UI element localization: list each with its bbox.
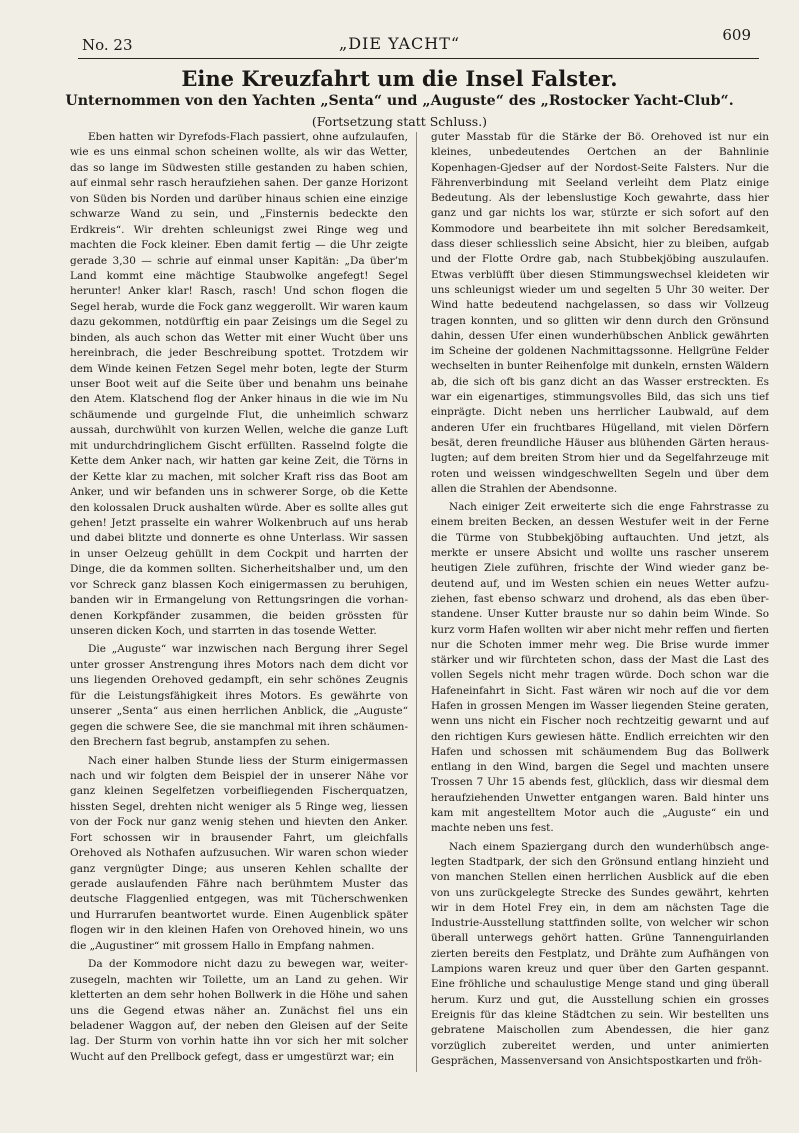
header-rule <box>78 58 759 59</box>
paragraph: Da der Kommodore nicht dazu zu bewegen war, weiterzusegeln, machten wir Toilette, um an Land zu gehen. Wir kletterten an dem sehr hohen Bollwerk in die Höhe und sahen uns die Gegend etwas näher an. Zunächst fiel uns ein beladener Waggon auf, der neben den Gleisen auf der Seite lag. Der Sturm von vorhin hatte ihn vor sich her mit solcher Wucht auf den Prellbock gefegt, dass er umgestürzt war; ein <box>70 958 408 1063</box>
issue-number: No. 23 <box>82 36 133 54</box>
right-column <box>431 130 769 1075</box>
paragraph: Eben hatten wir Dyrefods-Flach passiert, ohne aufzulaufen, wie es uns einmal schon scheinen wollte, als wir das Wetter, das so lange im Südwesten stille gestanden zu haben schien, auf einmal sehr rasch heraufziehen sahen. Der ganze Horizont von Süden bis Norden und darüber hinaus schien eine einzige schwarze Wand zu sein, und „Finsternis bedeckte den Erdkreis“. Wir drehten schleunigst zwei Ringe weg und machten die Fock kleiner. Eben damit fertig — die Uhr zeigte gerade 3,30 — schrie auf einmal unser Kapitän: „Da über’m Land kommt eine mächtige Staubwolke angefegt! Segel herunter! Anker klar! Rasch, rasch! Und schon flogen die Segel herab, wurde die Fock ganz weggerollt. Wir waren kaum dazu gekommen, notdürftig ein paar Zeisings um die Segel zu binden, als auch schon das Wetter mit einer Wucht über uns hereinbrach, die jeder Beschreibung spottet. Trotzdem wir dem Winde keinen Fetzen Segel mehr boten, legte der Sturm unser Boot weit auf die Seite über und benahm uns beinahe den Atem. Klatschend flog der Anker hinaus in die wie im Nu schäumende und gurgelnde Flut, die unheimlich schwarz aussah, durchwühlt von kurzen Wellen, welche die ganze Luft mit undurchdringlichem Gischt erfüllten. Rasselnd folgte die Kette dem Anker nach, wir hatten gar keine Zeit, die Törns in der Kette klar zu machen, mit solcher Kraft riss das Boot am Anker, und wir befanden uns in schwerer Sorge, ob die Kette den kolossalen Druck aushalten würde. Aber es sollte alles gut gehen! Jetzt prasselte ein wahrer Wolkenbruch auf uns herab und dabei blitzte und donnerte es ohne Unterlass. Wir sassen in unser Oelzeug gehüllt in dem Cockpit und harrten der Dinge, die da kommen sollten. Sicherheitshalber und, um den vor Schreck ganz blassen Koch einigermassen zu beruhigen, banden wir in Ermangelung von Rettungsringen die vorhandenen Korkpfänder zusammen, die beiden grössten für unseren dicken Koch, und starrten in das tosende Wetter. <box>70 131 408 637</box>
paragraph: Die „Auguste“ war inzwischen nach Bergung ihrer Segel unter grosser Anstrengung ihres Motors nach dem dicht vor uns liegenden Orehoved gedampft, ein sehr schönes Zeugnis für die Leistungsfähigkeit ihres Motors. Es gewährte von unserer „Senta“ aus einen herrlichen Anblick, die „Auguste“ gegen die schwere See, die sie manchmal mit ihren schäumenden Brechern fast begrub, anstampfen zu sehen. <box>70 643 408 749</box>
left-column <box>70 130 408 1075</box>
page-number: 609 <box>722 26 751 44</box>
journal-title: „DIE YACHT“ <box>338 34 461 53</box>
continuation-note: (Fortsetzung statt Schluss.) <box>311 114 488 129</box>
column-divider <box>416 132 417 1072</box>
article-title: Eine Kreuzfahrt um die Insel Falster. <box>181 66 618 91</box>
article-subtitle: Unternommen von den Yachten „Senta“ und „Auguste“ des „Rostocker Yacht-Club“. <box>65 93 734 109</box>
paragraph: Nach einem Spaziergang durch den wunderhübsch angelegten Stadtpark, der sich den Grönsund entlang hinzieht und von manchen Stellen einen herrlichen Ausblick auf die eben von uns zurückgelegte Strecke des Sundes gewährt, kehrten wir in dem Hotel Frey ein, in dem am nächsten Tage die Industrie-Ausstellung stattfinden sollte, von welcher wir schon überall unterwegs gehört hatten. Grüne Tannenguirlanden zierten bereits den Festplatz, und Drähte zum Aufhängen von Lampions waren kreuz und quer über den Garten gespannt. Eine fröhliche und schaulustige Menge stand und ging überall herum. Kurz und gut, die Ausstellung schien ein grosses Ereignis für das kleine Städtchen zu sein. Wir bestellten uns gebratene Maischollen zum Abendessen, die hier ganz vorzüglich zubereitet werden, und unter animierten Gesprächen, Massenversand von Ansichtspostkarten und fröh- <box>431 840 769 1067</box>
paragraph: Nach einer halben Stunde liess der Sturm einigermassen nach und wir folgten dem Beispiel der in unserer Nähe vor ganz kleinen Segelfetzen vorbeifliegenden Fischerquatzen, hissten Segel, drehten nicht weniger als 5 Ringe weg, liessen von der Fock nur ganz wenig stehen und hievten den Anker. Fort schossen wir in brausender Fahrt, um gleichfalls Orehoved als Nothafen aufzusuchen. Wir waren schon wieder ganz vergnügter Dinge; aus unseren Kehlen schallte der gerade auslaufenden Fähre nach berühmtem Muster das deutsche Flaggenlied entgegen, was mit Tücherschwenken und Hurrarufen beantwortet wurde. Einen Augenblick später flogen wir in den kleinen Hafen von Orehoved hinein, wo uns die „Augustiner“ mit grossem Hallo in Empfang nahmen. <box>70 754 408 952</box>
paragraph: guter Masstab für die Stärke der Bö. Orehoved ist nur ein kleines, unbedeutendes Oertchen an der Bahnlinie Kopenhagen-Gjedser auf der Nordost-Seite Falsters. Nur die Fährenverbindung mit Seeland verleiht dem Platz einige Bedeutung. Als der lebenslustige Koch gewahrte, dass hier ganz und gar nichts los war, stürzte er sich sofort auf den Kommodore und bearbeitete ihn mit solcher Beredsamkeit, dass dieser schliesslich seine Absicht, hier zu bleiben, aufgab und der Flotte Ordre gab, nach Stubbekjöbing auszulaufen. Etwas verblüfft über diesen Stimmungswechsel kleideten wir uns schleunigst wieder um und segelten 5 Uhr 30 weiter. Der Wind hatte bedeutend nachgelassen, so dass wir Vollzeug tragen konnten, und so glitten wir denn durch den Grönsund dahin, dessen Ufer einen wunderhübschen Anblick gewährten im Scheine der goldenen Nachmittagssonne. Hellgrüne Felder wechselten in bunter Reihenfolge mit dunkeln, ernsten Wäldern ab, die sich oft bis ganz dicht an das Wasser erstreckten. Es war ein eigenartiges, stimmungsvolles Bild, das sich uns tief einprägte. Dicht neben uns herrlicher Laubwald, auf dem anderen Ufer ein fruchtbares Hügelland, mit vielen Dörfern besät, deren freundliche Häuser aus blühenden Gärten herauslugten; auf dem breiten Strom hier und da Segelfahrzeuge mit roten und weissen windgeschwellten Segeln und über dem allen die Strahlen der Abendsonne. <box>431 131 769 495</box>
paragraph: Nach einiger Zeit erweiterte sich die enge Fahrstrasse zu einem breiten Becken, an dessen Westufer weit in der Ferne die Türme von Stubbekjöbing auftauchten. Und jetzt, als merkte er unsere Absicht und wollte uns rascher unserem heutigen Ziele zuführen, frischte der Wind wieder ganz bedeutend auf, und im Westen schien ein neues Wetter aufzuziehen, fast ebenso schwarz und drohend, als das eben überstandene. Unser Kutter brauste nur so dahin beim Winde. So kurz vorm Hafen wollten wir aber nicht mehr reffen und fierten nur die Schoten immer mehr weg. Die Brise wurde immer stärker und wir fürchteten schon, dass der Mast die Last des vollen Segels nicht mehr tragen würde. Doch schon war die Hafeneinfahrt in Sicht. Fast wären wir noch auf die vor dem Hafen in grossen Mengen im Wasser liegenden Steine geraten, wenn uns nicht ein Fischer noch rechtzeitig gewarnt und auf den richtigen Kurs gewiesen hätte. Endlich erreichten wir den Hafen und schossen mit schäumendem Bug das Bollwerk entlang in den Wind, bargen die Segel und machten unsere Trossen 7 Uhr 15 abends fest, glücklich, dass wir diesmal dem heraufziehenden Unwetter entgangen waren. Bald hinter uns kam mit angestelltem Motor auch die „Auguste“ ein und machte neben uns fest. <box>431 501 769 835</box>
